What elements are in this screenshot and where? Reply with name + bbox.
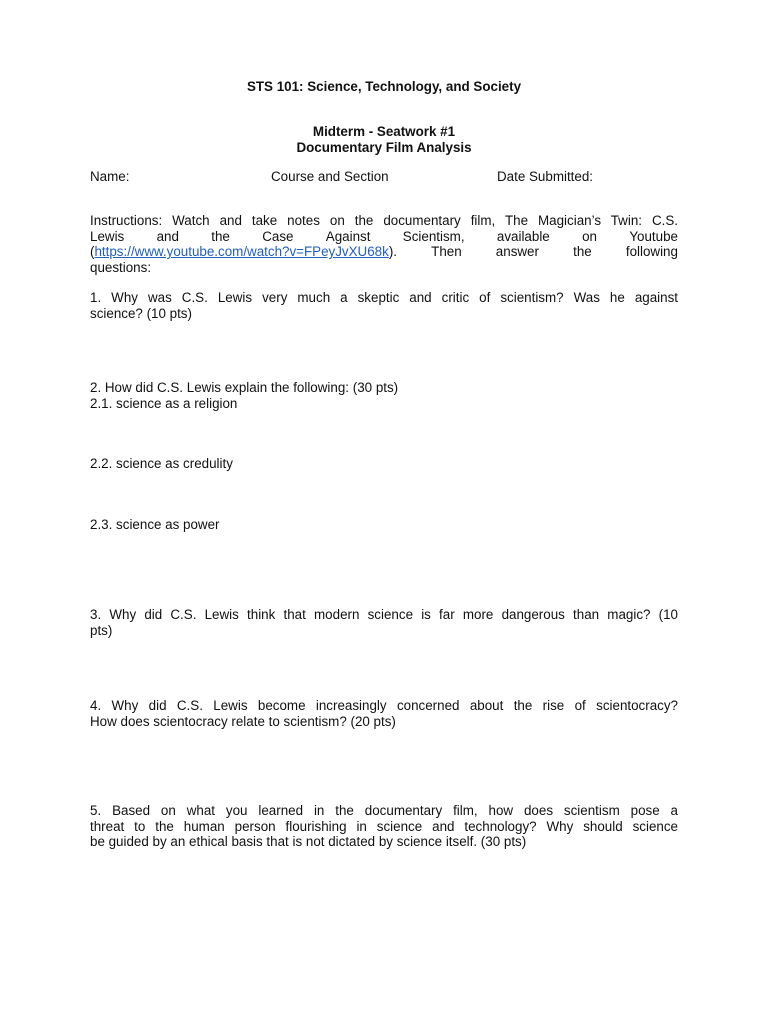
instructions-word: Lewis	[90, 228, 125, 244]
question-2-main: 2. How did C.S. Lewis explain the following: (30 pts)	[90, 380, 399, 395]
question-5-line-2: threat to the human person flourishing in science and technology? Why should science	[90, 818, 678, 834]
question-3-line-1: 3. Why did C.S. Lewis think that modern science is far more dangerous than magic? (10	[90, 607, 678, 622]
question-2	[90, 380, 678, 411]
instructions-word: Youtube	[629, 228, 678, 244]
open-paren: (	[90, 244, 95, 260]
instructions-word: and	[156, 228, 179, 244]
instructions-word: Against	[325, 228, 371, 244]
question-2-3: 2.3. science as power	[90, 517, 220, 532]
question-2-1: 2.1. science as a religion	[90, 395, 238, 411]
instructions-word: on	[582, 228, 597, 244]
activity-title: Midterm - Seatwork #1	[312, 124, 456, 139]
question-3	[90, 607, 678, 638]
question-4-line-1: 4. Why did C.S. Lewis become increasingly concerned about the rise of scientocracy?	[90, 698, 678, 713]
question-1	[90, 290, 678, 321]
instructions-word: the	[573, 244, 592, 260]
youtube-link[interactable]: https://www.youtube.com/watch?v=FPeyJvXU68k	[94, 244, 389, 260]
question-1-line-1: 1. Why was C.S. Lewis very much a skeptic and critic of scientism? Was he against	[90, 290, 678, 305]
instructions-line-4: questions:	[90, 259, 152, 275]
instructions-line-3	[90, 244, 678, 260]
course-section-label: Course and Section	[271, 169, 389, 184]
activity-subtitle: Documentary Film Analysis	[296, 140, 472, 155]
instructions	[90, 213, 678, 275]
instructions-word: available	[496, 228, 550, 244]
question-5	[90, 803, 678, 850]
question-4	[90, 698, 678, 729]
question-1-line-2: science? (10 pts)	[90, 305, 192, 321]
close-paren: ).	[388, 244, 398, 260]
date-submitted-label: Date Submitted:	[497, 169, 594, 184]
name-label: Name:	[90, 169, 130, 184]
instructions-word: Case	[262, 228, 294, 244]
instructions-word: answer	[495, 244, 539, 260]
question-5-line-3: be guided by an ethical basis that is not dictated by science itself. (30 pts)	[90, 834, 527, 850]
instructions-line-2	[90, 229, 678, 245]
question-3-line-2: pts)	[90, 622, 113, 638]
instructions-word: the	[211, 228, 230, 244]
question-4-line-2: How does scientocracy relate to scientism? (20 pts)	[90, 713, 396, 729]
question-5-line-1: 5. Based on what you learned in the documentary film, how does scientism pose a	[90, 803, 678, 818]
question-2-2: 2.2. science as credulity	[90, 456, 233, 471]
instructions-word: following	[625, 244, 678, 260]
course-title: STS 101: Science, Technology, and Society	[246, 79, 522, 94]
instructions-link-group	[90, 244, 397, 260]
instructions-line-1: Instructions: Watch and take notes on the documentary film, The Magician’s Twin: C.S.	[90, 213, 678, 228]
instructions-word: Then	[431, 244, 462, 260]
instructions-word: Scientism,	[402, 228, 465, 244]
